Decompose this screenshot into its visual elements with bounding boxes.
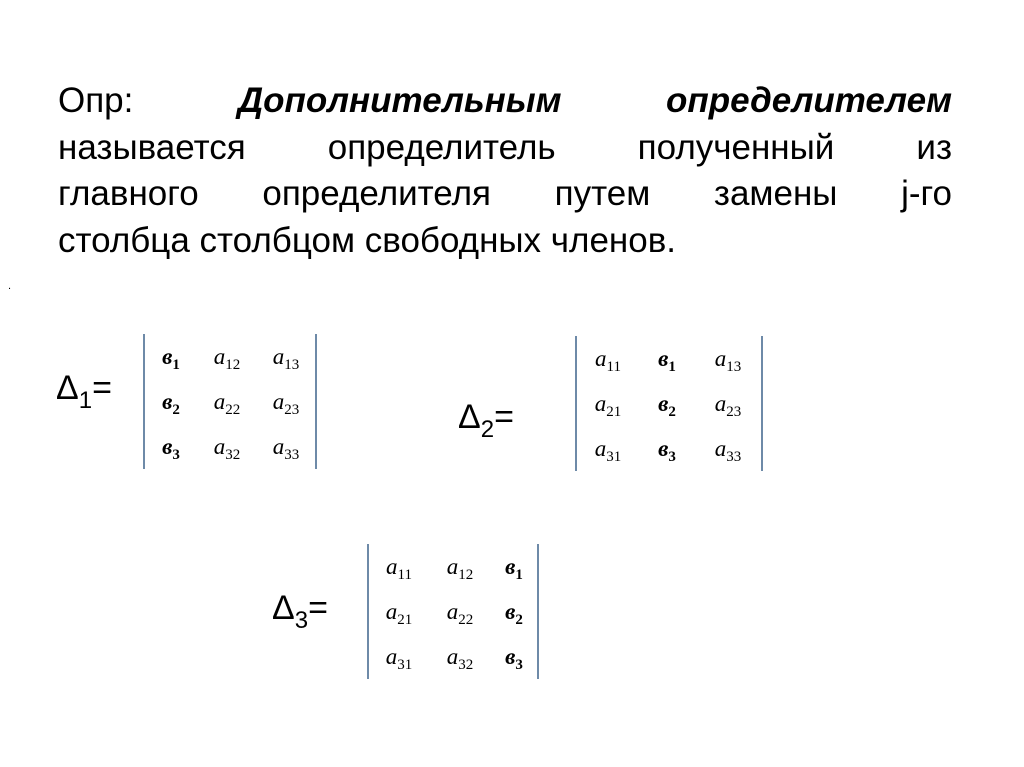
determinant-1-row-1 (145, 334, 315, 379)
determinant-2-row-1 (577, 336, 761, 381)
definition-line-2: называется определитель полученный из (58, 127, 952, 167)
delta-1-equals: = (92, 369, 112, 407)
det3-r1c3: $в_1$ (505, 553, 523, 583)
delta-2-index: 2 (480, 416, 495, 443)
delta-3-label (272, 588, 328, 634)
determinant-3-matrix (369, 544, 537, 679)
det3-r1c1: $a_{11}$ (386, 553, 412, 583)
determinant-2-row-2 (577, 381, 761, 426)
delta-1-index: 1 (78, 387, 93, 414)
det3-r3c2: $a_{32}$ (446, 643, 474, 673)
det1-r2c3: $a_{23}$ (272, 388, 300, 418)
determinant-1 (143, 334, 317, 469)
det2-r1c2: $в_1$ (658, 345, 676, 375)
det3-r2c2: $a_{22}$ (446, 598, 474, 628)
det1-r3c3: $a_{33}$ (272, 433, 300, 463)
det2-r2c3: $a_{23}$ (714, 390, 742, 420)
delta-1-symbol: Δ (56, 369, 79, 407)
determinant-1-row-3 (145, 424, 315, 469)
det1-r1c2: $a_{12}$ (213, 343, 241, 373)
delta-2-label (458, 397, 514, 443)
delta-3-symbol: Δ (272, 589, 295, 627)
det3-r3c3: $в_3$ (505, 643, 523, 673)
delta-2-equals: = (494, 398, 514, 436)
determinant-2 (575, 336, 763, 471)
determinant-3 (367, 544, 539, 679)
det1-r3c2: $a_{32}$ (213, 433, 241, 463)
definition-line-1 (58, 78, 952, 125)
det3-r1c2: $a_{12}$ (446, 553, 474, 583)
det1-r1c1: $в_1$ (162, 343, 180, 373)
det2-r2c1: $a_{21}$ (594, 390, 622, 420)
det1-r2c2: $a_{22}$ (213, 388, 241, 418)
det1-r1c3: $a_{13}$ (272, 343, 300, 373)
det2-r3c2: $в_3$ (658, 435, 676, 465)
determinant-3-row-1 (369, 544, 537, 589)
determinant-1-row-2 (145, 379, 315, 424)
det2-r1c3: $a_{13}$ (714, 345, 742, 375)
det3-r2c3: $в_2$ (505, 598, 523, 628)
definition-prefix: Опр: (58, 81, 134, 120)
det3-r3c1: $a_{31}$ (385, 643, 413, 673)
stray-dot-mark: . (8, 280, 12, 292)
definition-paragraph (58, 78, 952, 264)
det1-r3c1: $в_3$ (162, 433, 180, 463)
definition-term-word-2: определителем (666, 81, 952, 120)
det3-r2c1: $a_{21}$ (385, 598, 413, 628)
det2-r1c1: $a_{11}$ (595, 345, 621, 375)
det2-r3c3: $a_{33}$ (714, 435, 742, 465)
determinant-3-row-2 (369, 589, 537, 634)
delta-2-symbol: Δ (458, 398, 481, 436)
delta-3-equals: = (308, 589, 328, 627)
determinant-1-matrix (145, 334, 315, 469)
det1-r2c1: $в_2$ (162, 388, 180, 418)
determinant-3-row-3 (369, 634, 537, 679)
definition-term-word-1: Дополнительным (237, 81, 562, 120)
determinant-2-row-3 (577, 426, 761, 471)
determinant-2-matrix (577, 336, 761, 471)
definition-line-4: столбца столбцом свободных членов. (58, 220, 677, 260)
det2-r2c2: $в_2$ (658, 390, 676, 420)
det2-r3c1: $a_{31}$ (594, 435, 622, 465)
definition-line-3: главного определителя путем замены j-го (58, 174, 952, 213)
delta-1-label (56, 368, 112, 414)
delta-3-index: 3 (294, 607, 309, 634)
